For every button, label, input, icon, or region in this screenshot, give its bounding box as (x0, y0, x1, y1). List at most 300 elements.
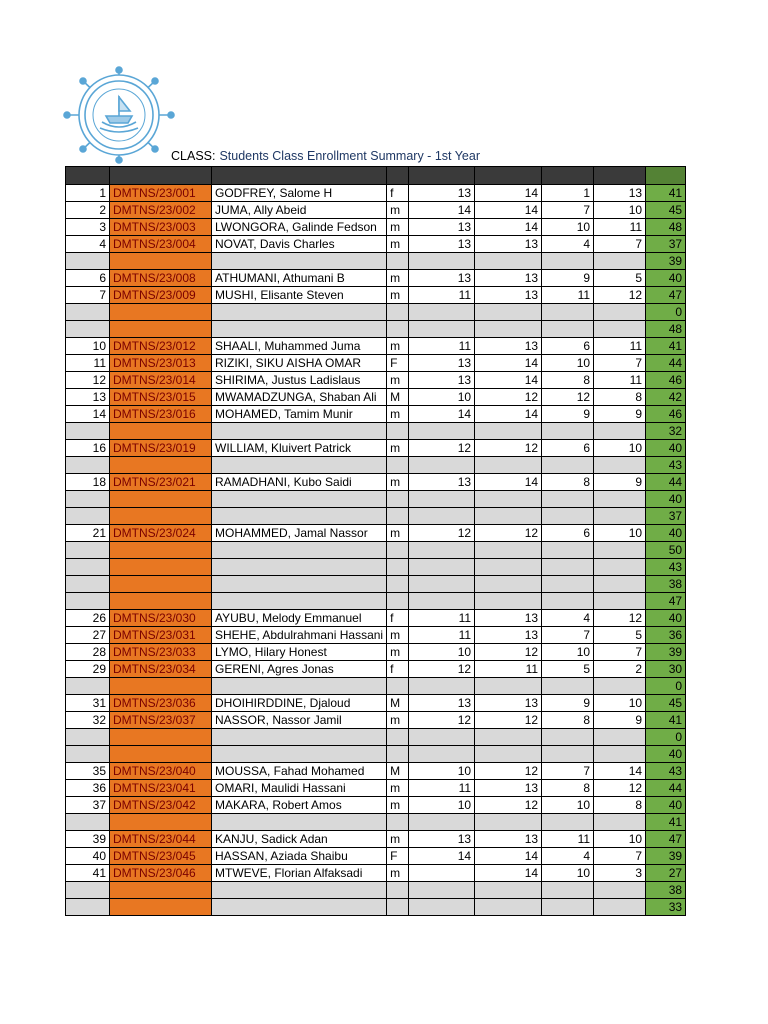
registration-number: DMTNS/23/001 (110, 185, 212, 202)
student-name: MWAMADZUNGA, Shaban Ali (212, 389, 387, 406)
student-sex (387, 491, 409, 508)
total-score: 32 (646, 423, 686, 440)
table-row (66, 236, 686, 253)
student-name (212, 678, 387, 695)
score-1 (409, 746, 475, 763)
student-name: MOHAMMED, Jamal Nassor (212, 525, 387, 542)
student-name: JUMA, Ally Abeid (212, 202, 387, 219)
row-number: 39 (66, 831, 110, 848)
score-2: 13 (475, 780, 542, 797)
student-sex: m (387, 644, 409, 661)
total-score: 47 (646, 593, 686, 610)
student-name (212, 899, 387, 916)
score-3: 8 (542, 474, 594, 491)
score-4 (594, 576, 646, 593)
student-name (212, 457, 387, 474)
student-sex: F (387, 848, 409, 865)
score-2: 13 (475, 338, 542, 355)
score-2 (475, 576, 542, 593)
score-4: 7 (594, 355, 646, 372)
registration-number: DMTNS/23/031 (110, 627, 212, 644)
score-3: 10 (542, 219, 594, 236)
row-number: 11 (66, 355, 110, 372)
student-name (212, 729, 387, 746)
registration-number: DMTNS/23/037 (110, 712, 212, 729)
total-score: 40 (646, 525, 686, 542)
total-score: 40 (646, 797, 686, 814)
total-score: 45 (646, 695, 686, 712)
registration-number (110, 882, 212, 899)
student-name: WILLIAM, Kluivert Patrick (212, 440, 387, 457)
row-number: 29 (66, 661, 110, 678)
table-row (66, 423, 686, 440)
total-score: 46 (646, 372, 686, 389)
registration-number (110, 321, 212, 338)
total-score: 42 (646, 389, 686, 406)
score-1: 13 (409, 185, 475, 202)
score-1: 14 (409, 202, 475, 219)
row-number (66, 729, 110, 746)
row-number: 18 (66, 474, 110, 491)
student-name: MOUSSA, Fahad Mohamed (212, 763, 387, 780)
student-sex: F (387, 355, 409, 372)
score-2 (475, 457, 542, 474)
registration-number: DMTNS/23/013 (110, 355, 212, 372)
score-4 (594, 899, 646, 916)
score-1 (409, 491, 475, 508)
score-3 (542, 542, 594, 559)
row-number: 37 (66, 797, 110, 814)
score-1: 11 (409, 287, 475, 304)
student-sex (387, 746, 409, 763)
score-3: 6 (542, 338, 594, 355)
total-score: 38 (646, 882, 686, 899)
row-number (66, 882, 110, 899)
score-2 (475, 678, 542, 695)
score-4: 3 (594, 865, 646, 882)
registration-number: DMTNS/23/044 (110, 831, 212, 848)
total-score: 48 (646, 219, 686, 236)
student-name: SHAALI, Muhammed Juma (212, 338, 387, 355)
total-score: 39 (646, 644, 686, 661)
score-3: 4 (542, 848, 594, 865)
registration-number (110, 746, 212, 763)
registration-number: DMTNS/23/014 (110, 372, 212, 389)
score-2 (475, 899, 542, 916)
score-3: 8 (542, 712, 594, 729)
score-3: 8 (542, 780, 594, 797)
score-2: 12 (475, 440, 542, 457)
score-4: 13 (594, 185, 646, 202)
student-name: RAMADHANI, Kubo Saidi (212, 474, 387, 491)
score-2 (475, 423, 542, 440)
header-cell (387, 167, 409, 185)
header-cell (646, 167, 686, 185)
registration-number (110, 253, 212, 270)
student-name (212, 593, 387, 610)
header-cell (66, 167, 110, 185)
student-sex: f (387, 661, 409, 678)
total-score: 38 (646, 576, 686, 593)
score-2: 13 (475, 627, 542, 644)
score-3 (542, 746, 594, 763)
student-sex: f (387, 610, 409, 627)
student-sex (387, 321, 409, 338)
score-3: 10 (542, 644, 594, 661)
student-name: ATHUMANI, Athumani B (212, 270, 387, 287)
score-4: 10 (594, 440, 646, 457)
score-3: 10 (542, 797, 594, 814)
table-row (66, 321, 686, 338)
score-4 (594, 321, 646, 338)
student-name: LWONGORA, Galinde Fedson (212, 219, 387, 236)
score-4 (594, 678, 646, 695)
score-2: 14 (475, 406, 542, 423)
student-name: NOVAT, Davis Charles (212, 236, 387, 253)
score-3: 8 (542, 372, 594, 389)
table-row (66, 559, 686, 576)
student-name (212, 304, 387, 321)
total-score: 0 (646, 729, 686, 746)
table-row (66, 831, 686, 848)
registration-number (110, 678, 212, 695)
student-sex (387, 508, 409, 525)
score-3: 11 (542, 287, 594, 304)
total-score: 41 (646, 814, 686, 831)
score-3 (542, 321, 594, 338)
score-1: 10 (409, 763, 475, 780)
table-row (66, 338, 686, 355)
row-number: 41 (66, 865, 110, 882)
row-number (66, 746, 110, 763)
score-1: 13 (409, 372, 475, 389)
total-score: 48 (646, 321, 686, 338)
student-name: OMARI, Maulidi Hassani (212, 780, 387, 797)
total-score: 40 (646, 746, 686, 763)
student-sex: m (387, 338, 409, 355)
total-score: 44 (646, 474, 686, 491)
student-sex: m (387, 287, 409, 304)
student-sex: m (387, 525, 409, 542)
student-sex: M (387, 763, 409, 780)
total-score: 41 (646, 338, 686, 355)
row-number (66, 253, 110, 270)
score-1 (409, 508, 475, 525)
student-sex: f (387, 185, 409, 202)
score-4 (594, 542, 646, 559)
student-name: MTWEVE, Florian Alfaksadi (212, 865, 387, 882)
table-row (66, 253, 686, 270)
student-name (212, 508, 387, 525)
student-sex: m (387, 780, 409, 797)
table-row (66, 780, 686, 797)
table-row (66, 848, 686, 865)
student-name: RIZIKI, SIKU AISHA OMAR (212, 355, 387, 372)
student-sex: M (387, 695, 409, 712)
student-sex: m (387, 440, 409, 457)
score-3: 12 (542, 389, 594, 406)
score-1: 13 (409, 831, 475, 848)
score-2 (475, 491, 542, 508)
student-sex (387, 457, 409, 474)
student-sex (387, 882, 409, 899)
score-2 (475, 559, 542, 576)
enrollment-table (65, 166, 686, 916)
score-1 (409, 457, 475, 474)
score-2: 13 (475, 610, 542, 627)
score-2: 12 (475, 763, 542, 780)
score-2 (475, 814, 542, 831)
score-4 (594, 593, 646, 610)
student-sex: m (387, 797, 409, 814)
score-1: 12 (409, 712, 475, 729)
score-3: 5 (542, 661, 594, 678)
score-4: 9 (594, 712, 646, 729)
score-4: 10 (594, 202, 646, 219)
score-1 (409, 678, 475, 695)
student-name (212, 576, 387, 593)
score-4 (594, 423, 646, 440)
score-4: 12 (594, 780, 646, 797)
score-3: 7 (542, 202, 594, 219)
score-1: 13 (409, 270, 475, 287)
score-3: 7 (542, 763, 594, 780)
row-number (66, 593, 110, 610)
table-row (66, 508, 686, 525)
score-4: 9 (594, 406, 646, 423)
score-1: 10 (409, 389, 475, 406)
score-2: 12 (475, 712, 542, 729)
score-1: 13 (409, 474, 475, 491)
table-row (66, 712, 686, 729)
score-2 (475, 253, 542, 270)
score-4: 7 (594, 644, 646, 661)
score-2: 14 (475, 219, 542, 236)
row-number: 13 (66, 389, 110, 406)
score-2 (475, 593, 542, 610)
registration-number (110, 423, 212, 440)
row-number (66, 542, 110, 559)
registration-number (110, 491, 212, 508)
score-4: 14 (594, 763, 646, 780)
row-number: 32 (66, 712, 110, 729)
table-row (66, 695, 686, 712)
score-1 (409, 304, 475, 321)
score-1 (409, 593, 475, 610)
student-name: AYUBU, Melody Emmanuel (212, 610, 387, 627)
row-number (66, 559, 110, 576)
score-1: 13 (409, 355, 475, 372)
score-2 (475, 746, 542, 763)
total-score: 30 (646, 661, 686, 678)
total-score: 45 (646, 202, 686, 219)
student-name: KANJU, Sadick Adan (212, 831, 387, 848)
score-2 (475, 304, 542, 321)
student-sex (387, 253, 409, 270)
total-score: 43 (646, 763, 686, 780)
student-sex (387, 542, 409, 559)
score-3 (542, 593, 594, 610)
total-score: 40 (646, 440, 686, 457)
table-row (66, 525, 686, 542)
score-2: 13 (475, 236, 542, 253)
score-1 (409, 899, 475, 916)
header-row (66, 167, 686, 185)
score-4: 7 (594, 236, 646, 253)
registration-number: DMTNS/23/004 (110, 236, 212, 253)
registration-number (110, 542, 212, 559)
table-row (66, 440, 686, 457)
score-4: 11 (594, 372, 646, 389)
row-number: 10 (66, 338, 110, 355)
registration-number (110, 559, 212, 576)
score-4: 10 (594, 525, 646, 542)
row-number: 40 (66, 848, 110, 865)
score-2: 14 (475, 372, 542, 389)
table-row (66, 865, 686, 882)
score-2 (475, 729, 542, 746)
score-3 (542, 576, 594, 593)
score-3: 10 (542, 355, 594, 372)
score-1: 11 (409, 627, 475, 644)
student-sex: m (387, 406, 409, 423)
total-score: 27 (646, 865, 686, 882)
student-name: HASSAN, Aziada Shaibu (212, 848, 387, 865)
student-name: MUSHI, Elisante Steven (212, 287, 387, 304)
registration-number: DMTNS/23/041 (110, 780, 212, 797)
score-4 (594, 882, 646, 899)
row-number: 35 (66, 763, 110, 780)
total-score: 40 (646, 491, 686, 508)
score-1: 12 (409, 440, 475, 457)
total-score: 44 (646, 355, 686, 372)
score-2: 12 (475, 525, 542, 542)
score-2: 14 (475, 848, 542, 865)
row-number (66, 423, 110, 440)
student-name (212, 321, 387, 338)
student-sex: m (387, 202, 409, 219)
registration-number: DMTNS/23/009 (110, 287, 212, 304)
score-3: 11 (542, 831, 594, 848)
score-1 (409, 542, 475, 559)
institution-logo (62, 66, 176, 164)
row-number: 26 (66, 610, 110, 627)
score-2: 12 (475, 797, 542, 814)
row-number (66, 321, 110, 338)
class-label: CLASS: (171, 149, 216, 163)
registration-number: DMTNS/23/046 (110, 865, 212, 882)
score-1: 10 (409, 797, 475, 814)
table-row (66, 644, 686, 661)
score-1: 13 (409, 236, 475, 253)
score-3 (542, 423, 594, 440)
registration-number (110, 729, 212, 746)
score-3 (542, 508, 594, 525)
student-sex: m (387, 712, 409, 729)
score-1: 14 (409, 848, 475, 865)
table-row (66, 542, 686, 559)
table-row (66, 389, 686, 406)
score-1 (409, 865, 475, 882)
score-2: 14 (475, 185, 542, 202)
score-3: 10 (542, 865, 594, 882)
student-sex: m (387, 236, 409, 253)
student-sex (387, 423, 409, 440)
table-row (66, 576, 686, 593)
student-name (212, 491, 387, 508)
score-3 (542, 729, 594, 746)
score-1: 12 (409, 661, 475, 678)
student-sex: m (387, 474, 409, 491)
registration-number: DMTNS/23/015 (110, 389, 212, 406)
score-3: 9 (542, 270, 594, 287)
table-row (66, 202, 686, 219)
row-number: 1 (66, 185, 110, 202)
student-name (212, 814, 387, 831)
score-4 (594, 559, 646, 576)
score-2: 13 (475, 831, 542, 848)
score-4: 2 (594, 661, 646, 678)
sheet-title (171, 149, 480, 163)
row-number: 14 (66, 406, 110, 423)
registration-number (110, 576, 212, 593)
registration-number: DMTNS/23/030 (110, 610, 212, 627)
total-score: 37 (646, 236, 686, 253)
student-name: SHEHE, Abdulrahmani Hassani (212, 627, 387, 644)
table-row (66, 355, 686, 372)
score-4 (594, 814, 646, 831)
score-3: 9 (542, 695, 594, 712)
row-number (66, 678, 110, 695)
registration-number: DMTNS/23/033 (110, 644, 212, 661)
row-number (66, 576, 110, 593)
registration-number (110, 593, 212, 610)
student-name (212, 746, 387, 763)
score-1 (409, 253, 475, 270)
student-name: DHOIHIRDDINE, Djaloud (212, 695, 387, 712)
row-number: 21 (66, 525, 110, 542)
table-row (66, 899, 686, 916)
score-3 (542, 253, 594, 270)
row-number: 27 (66, 627, 110, 644)
table-row (66, 593, 686, 610)
score-3 (542, 814, 594, 831)
student-sex: m (387, 865, 409, 882)
student-sex: m (387, 627, 409, 644)
student-sex (387, 814, 409, 831)
registration-number: DMTNS/23/002 (110, 202, 212, 219)
score-1 (409, 576, 475, 593)
total-score: 36 (646, 627, 686, 644)
score-1: 13 (409, 219, 475, 236)
total-score: 47 (646, 831, 686, 848)
score-2: 14 (475, 355, 542, 372)
table-row (66, 814, 686, 831)
header-cell (212, 167, 387, 185)
score-2: 14 (475, 202, 542, 219)
score-4: 12 (594, 610, 646, 627)
student-name (212, 423, 387, 440)
score-1 (409, 729, 475, 746)
score-2: 13 (475, 695, 542, 712)
score-1: 11 (409, 610, 475, 627)
registration-number: DMTNS/23/042 (110, 797, 212, 814)
score-3 (542, 457, 594, 474)
table-row (66, 610, 686, 627)
total-score: 50 (646, 542, 686, 559)
registration-number (110, 304, 212, 321)
student-sex (387, 678, 409, 695)
